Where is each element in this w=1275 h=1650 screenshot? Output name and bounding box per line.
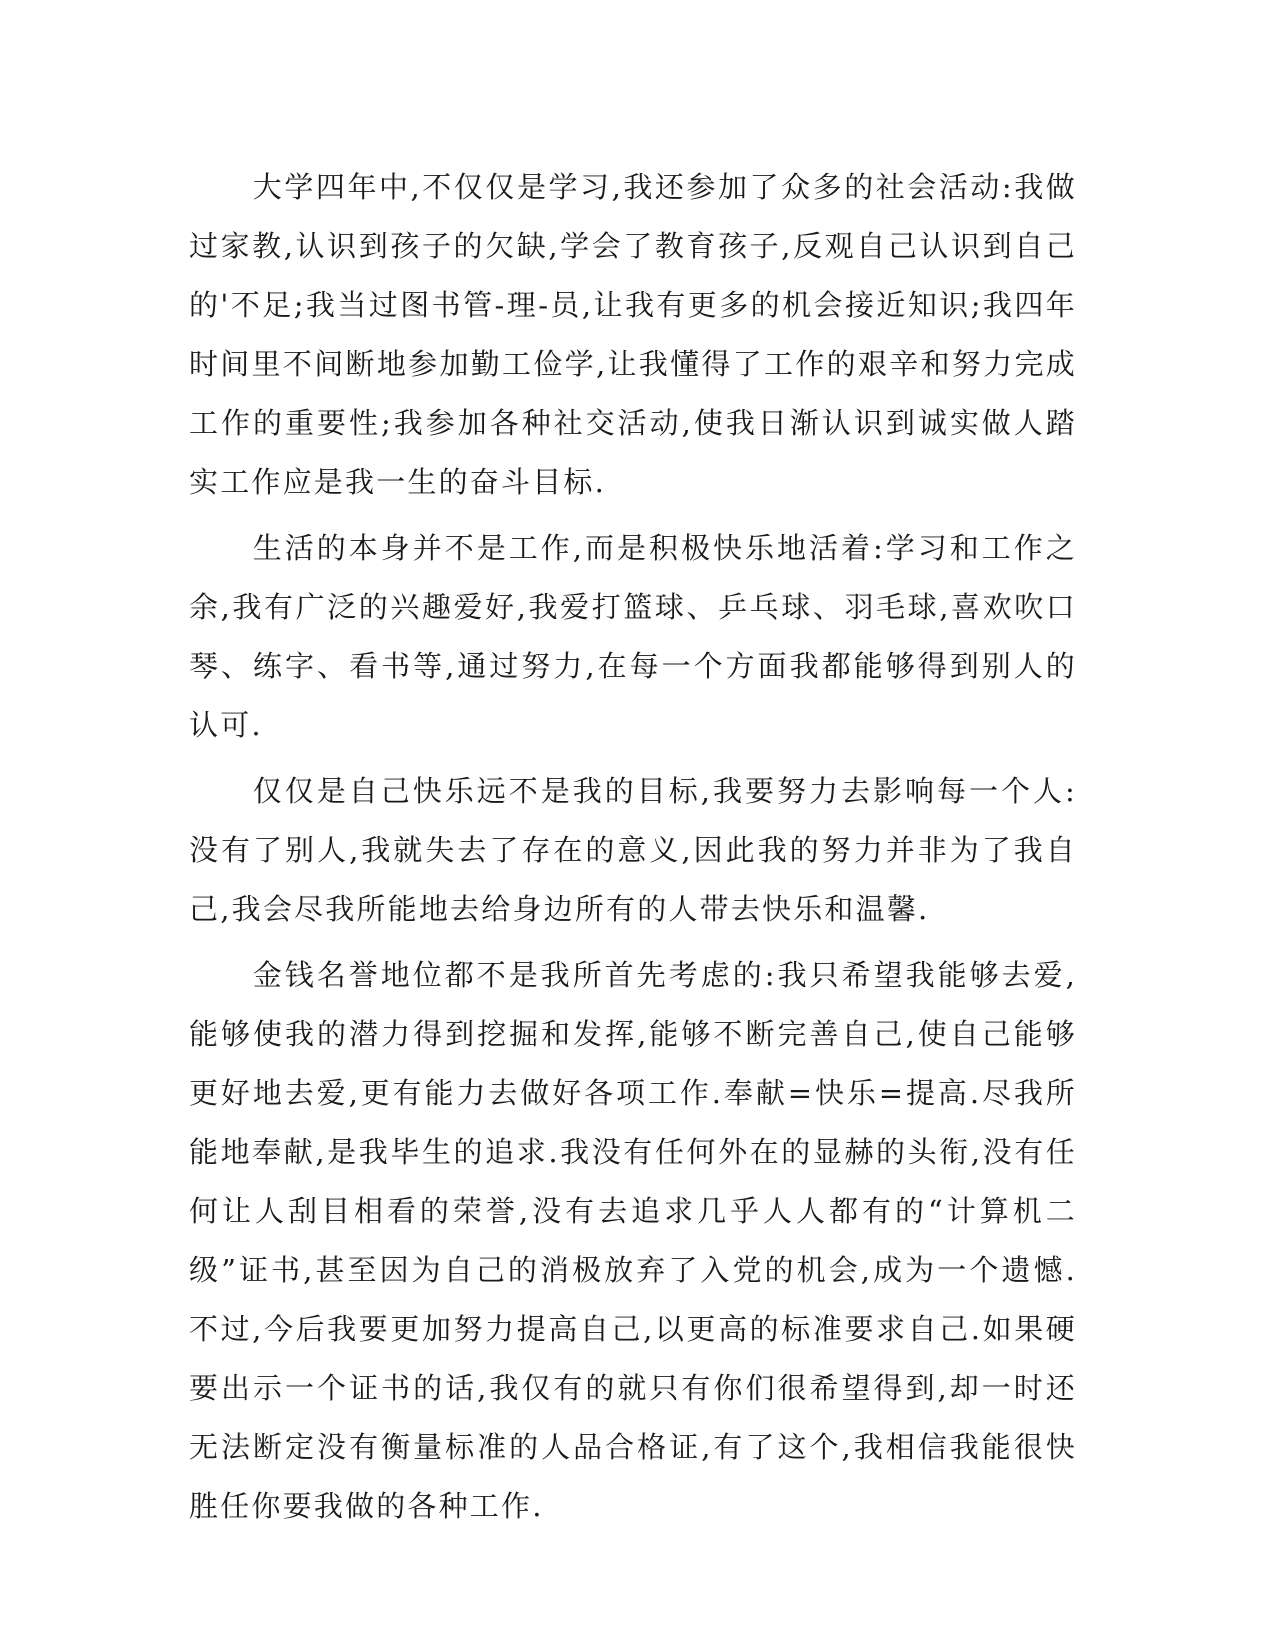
paragraph-influence: 仅仅是自己快乐远不是我的目标,我要努力去影响每一个人:没有了别人,我就失去了存在的意义,因此我的努力并非为了我自己,我会尽我所能地去给身边所有的人带去快乐和温馨.	[189, 774, 1077, 926]
body-text	[189, 158, 1077, 1536]
paragraph-values: 金钱名誉地位都不是我所首先考虑的:我只希望我能够去爱,能够使我的潜力得到挖掘和发挥,能够不断完善自己,使自己能够更好地去爱,更有能力去做好各项工作.奉献=快乐=提高.尽我所能地奉献,是我毕生的追求.我没有任何外在的显赫的头衔,没有任何让人刮目相看的荣誉,没有去追求几乎人人都有的“计算机二级”证书,甚至因为自己的消极放弃了入党的机会,成为一个遗憾.不过,今后我要更加努力提高自己,以更高的标准要求自己.如果硬要出示一个证书的话,我仅有的就只有你们很希望得到,却一时还无法断定没有衡量标准的人品合格证,有了这个,我相信我能很快胜任你要我做的各种工作.	[189, 958, 1077, 1523]
paragraph-activities: 大学四年中,不仅仅是学习,我还参加了众多的社会活动:我做过家教,认识到孩子的欠缺,学会了教育孩子,反观自己认识到自己的'不足;我当过图书管-理-员,让我有更多的机会接近知识;我四年时间里不间断地参加勤工俭学,让我懂得了工作的艰辛和努力完成工作的重要性;我参加各种社交活动,使我日渐认识到诚实做人踏实工作应是我一生的奋斗目标.	[189, 170, 1077, 499]
paragraph-hobbies: 生活的本身并不是工作,而是积极快乐地活着:学习和工作之余,我有广泛的兴趣爱好,我爱打篮球、乒乓球、羽毛球,喜欢吹口琴、练字、看书等,通过努力,在每一个方面我都能够得到别人的认可.	[189, 531, 1077, 742]
